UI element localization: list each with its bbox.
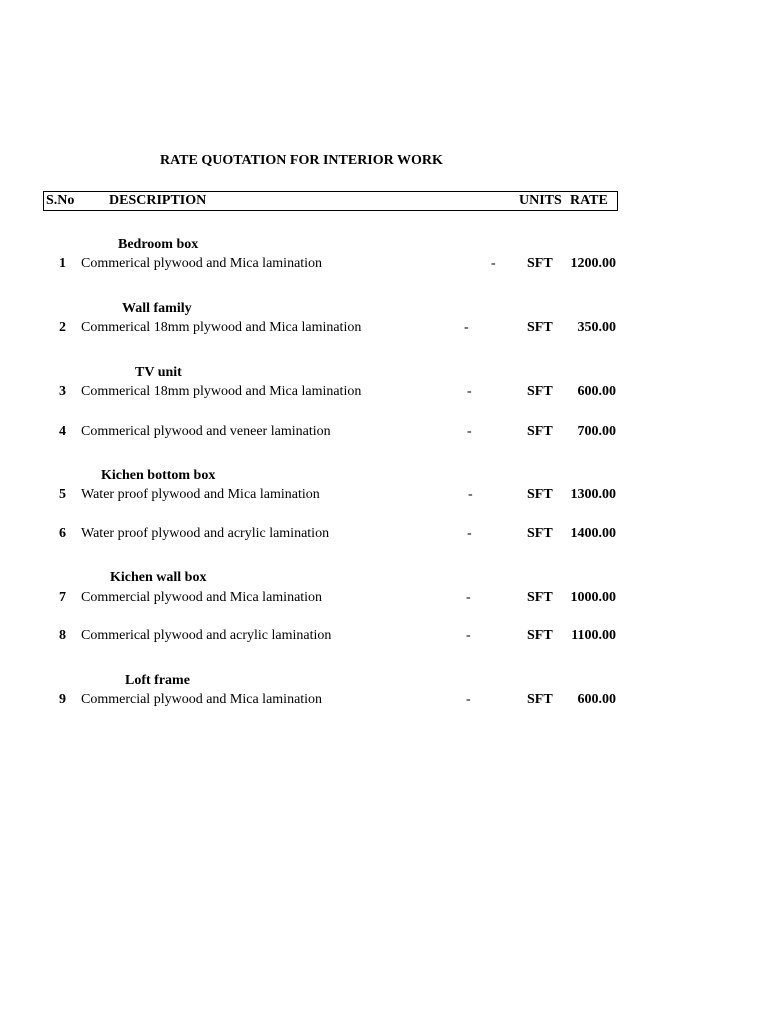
header-sno: S.No (46, 193, 75, 208)
row-1-sno: 1 (59, 256, 66, 271)
row-3-description: Commerical 18mm plywood and Mica lamination (81, 384, 362, 399)
row-4-sno: 4 (59, 424, 66, 439)
row-2-dash: - (464, 320, 469, 335)
row-5-rate: 1300.00 (570, 487, 616, 502)
row-7-dash: - (466, 590, 471, 605)
row-1-description: Commerical plywood and Mica lamination (81, 256, 323, 271)
section-title-bedroom-box: Bedroom box (118, 237, 199, 252)
row-7-description: Commercial plywood and Mica lamination (81, 590, 323, 605)
row-2-unit: SFT (527, 320, 553, 335)
row-8-description: Commerical plywood and acrylic lamination (81, 628, 332, 643)
row-3-dash: - (467, 384, 472, 399)
row-3-sno: 3 (59, 384, 66, 399)
row-9-description: Commercial plywood and Mica lamination (81, 692, 323, 707)
row-5-description: Water proof plywood and Mica lamination (81, 487, 320, 502)
page-title: RATE QUOTATION FOR INTERIOR WORK (160, 153, 443, 168)
row-9-sno: 9 (59, 692, 66, 707)
section-title-tv-unit: TV unit (135, 365, 182, 380)
row-7-rate: 1000.00 (570, 590, 616, 605)
row-1-unit: SFT (527, 256, 553, 271)
row-6-rate: 1400.00 (570, 526, 616, 541)
row-7-unit: SFT (527, 590, 553, 605)
row-3-rate: 600.00 (577, 384, 616, 399)
row-6-dash: - (467, 526, 472, 541)
header-units: UNITS (519, 193, 562, 208)
row-8-rate: 1100.00 (571, 628, 616, 643)
row-2-sno: 2 (59, 320, 66, 335)
row-9-unit: SFT (527, 692, 553, 707)
row-3-unit: SFT (527, 384, 553, 399)
section-title-wall-family: Wall family (122, 301, 192, 316)
row-8-dash: - (466, 628, 471, 643)
row-5-unit: SFT (527, 487, 553, 502)
row-6-sno: 6 (59, 526, 66, 541)
row-2-description: Commerical 18mm plywood and Mica lamination (81, 320, 362, 335)
row-2-rate: 350.00 (577, 320, 616, 335)
section-title-kichen-wall-box: Kichen wall box (110, 570, 207, 585)
row-4-dash: - (467, 424, 472, 439)
row-5-dash: - (468, 487, 473, 502)
row-1-rate: 1200.00 (570, 256, 616, 271)
row-8-unit: SFT (527, 628, 553, 643)
row-7-sno: 7 (59, 590, 66, 605)
section-title-loft-frame: Loft frame (125, 673, 190, 688)
row-4-description: Commerical plywood and veneer lamination (81, 424, 331, 439)
row-8-sno: 8 (59, 628, 66, 643)
row-1-dash: - (491, 256, 496, 271)
row-6-unit: SFT (527, 526, 553, 541)
section-title-kichen-bottom-box: Kichen bottom box (101, 468, 216, 483)
header-rate: RATE (570, 193, 608, 208)
row-9-dash: - (466, 692, 471, 707)
row-9-rate: 600.00 (577, 692, 616, 707)
row-4-rate: 700.00 (577, 424, 616, 439)
row-5-sno: 5 (59, 487, 66, 502)
row-6-description: Water proof plywood and acrylic lamination (81, 526, 330, 541)
row-4-unit: SFT (527, 424, 553, 439)
header-description: DESCRIPTION (109, 193, 207, 208)
